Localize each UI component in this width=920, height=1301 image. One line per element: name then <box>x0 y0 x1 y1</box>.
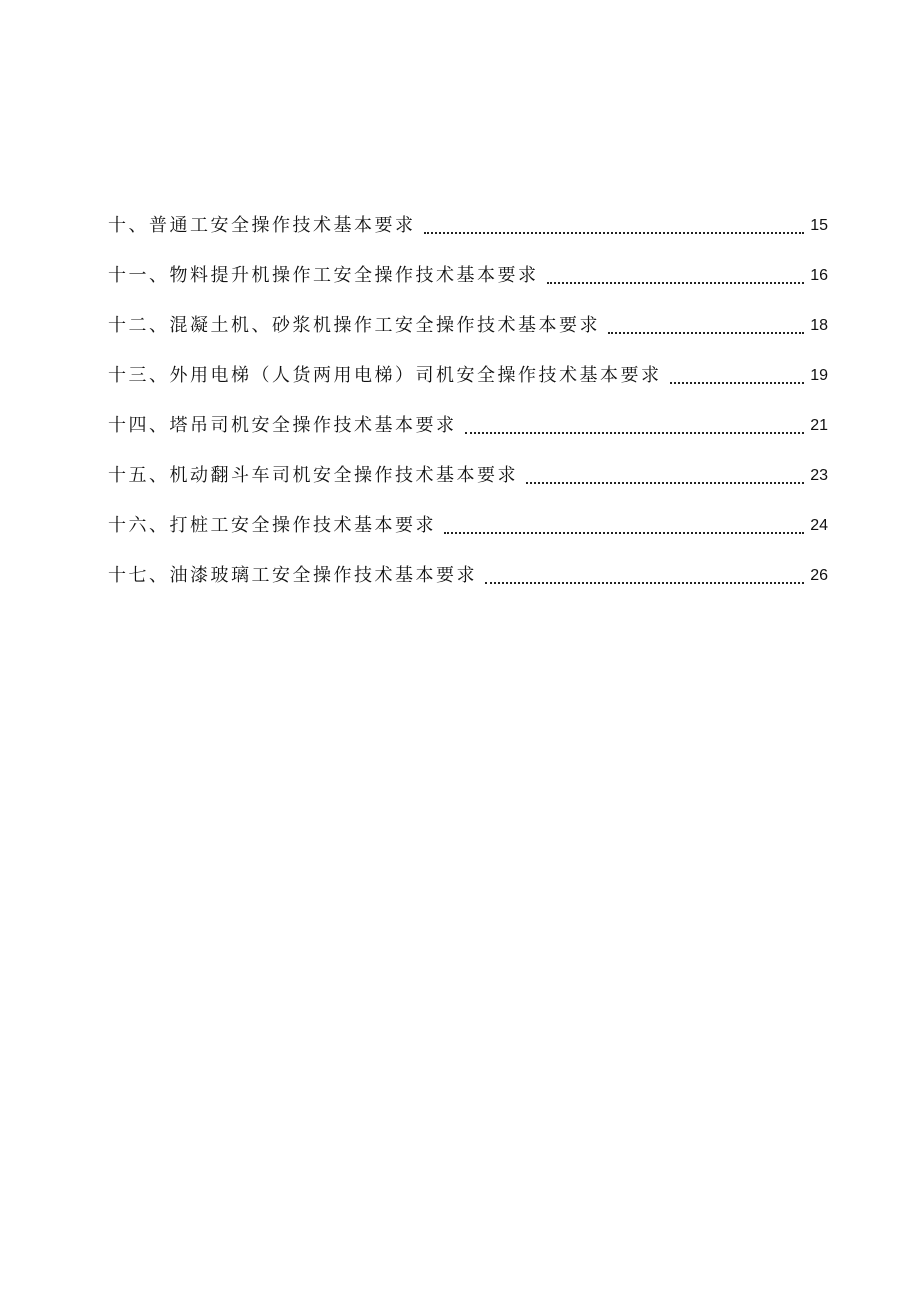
toc-page-number: 24 <box>810 517 828 534</box>
toc-dot-leader <box>485 582 804 584</box>
toc-entry[interactable] <box>108 443 828 493</box>
toc-entry[interactable] <box>108 493 828 543</box>
toc-entry-title: 十、普通工安全操作技术基本要求 <box>108 215 416 236</box>
toc-page-number: 16 <box>810 267 828 284</box>
toc-dot-leader <box>465 432 805 434</box>
toc-dot-leader <box>526 482 804 484</box>
toc-page-number: 18 <box>810 317 828 334</box>
toc-entry-title: 十四、塔吊司机安全操作技术基本要求 <box>108 415 457 436</box>
toc-entry-title: 十三、外用电梯（人货两用电梯）司机安全操作技术基本要求 <box>108 365 662 386</box>
toc-entry[interactable] <box>108 393 828 443</box>
toc-dot-leader <box>670 382 805 384</box>
table-of-contents <box>108 193 828 593</box>
toc-entry-title: 十五、机动翻斗车司机安全操作技术基本要求 <box>108 465 518 486</box>
toc-dot-leader <box>424 232 805 234</box>
toc-dot-leader <box>547 282 805 284</box>
toc-page-number: 21 <box>810 417 828 434</box>
toc-entry[interactable] <box>108 543 828 593</box>
toc-dot-leader <box>608 332 804 334</box>
toc-page-number: 19 <box>810 367 828 384</box>
toc-entry[interactable] <box>108 293 828 343</box>
toc-entry[interactable] <box>108 243 828 293</box>
toc-entry-title: 十一、物料提升机操作工安全操作技术基本要求 <box>108 265 539 286</box>
toc-entry-title: 十七、油漆玻璃工安全操作技术基本要求 <box>108 565 477 586</box>
toc-entry-title: 十六、打桩工安全操作技术基本要求 <box>108 515 436 536</box>
toc-page-number: 23 <box>810 467 828 484</box>
toc-entry[interactable] <box>108 343 828 393</box>
toc-dot-leader <box>444 532 804 534</box>
toc-entry-title: 十二、混凝土机、砂浆机操作工安全操作技术基本要求 <box>108 315 600 336</box>
toc-page-number: 15 <box>810 217 828 234</box>
toc-page-number: 26 <box>810 567 828 584</box>
toc-entry[interactable] <box>108 193 828 243</box>
